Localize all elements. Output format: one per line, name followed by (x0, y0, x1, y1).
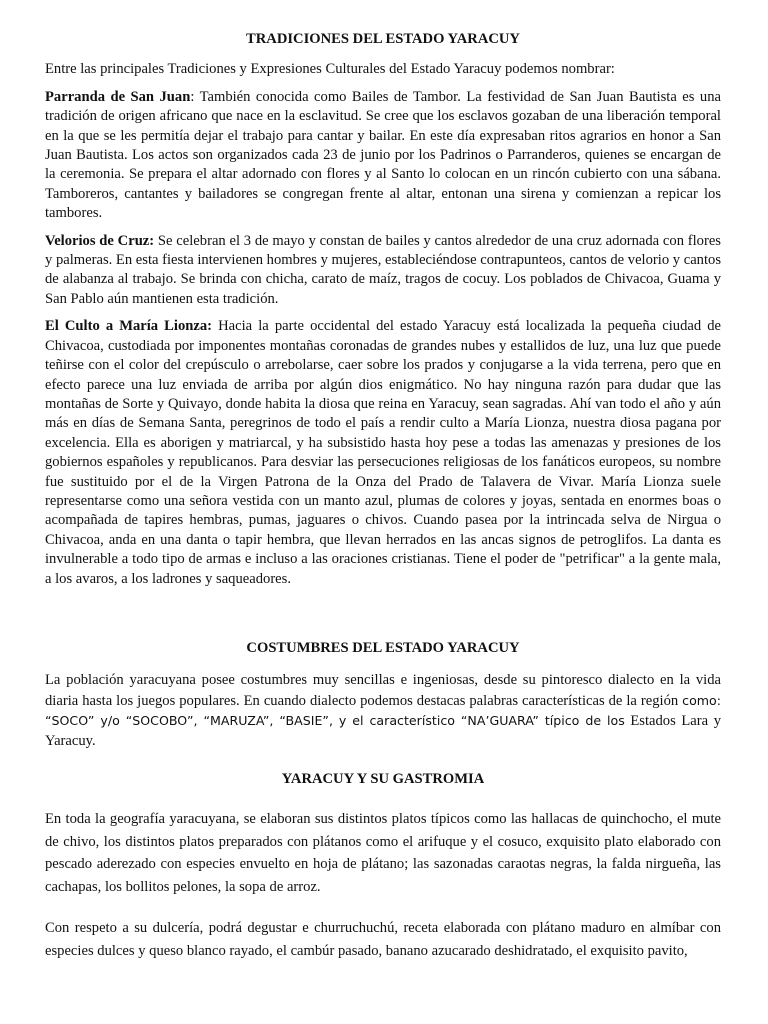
gastro-paragraph-2: Con respeto a su dulcería, podrá degustar e churruchuchú, receta elaborada con plátano maduro en almíbar con especies dulces y queso blanco rayado, el cambúr pasado, banano azucarado deshidratado, el exquisito pavito, (45, 920, 721, 959)
parranda-title: Parranda de San Juan (45, 88, 191, 105)
velorios-text: Se celebran el 3 de mayo y constan de bailes y cantos alrededor de una cruz adornada con flores y palmeras. En esta fiesta intervienen hombres y mujeres, estableciéndose contrapunteos, cantos de velorio y cantos de alabanza al trabajo. Se brinda con chicha, carato de maíz, tragos de cocuy. Los poblados de Chivacoa, Guama y San Pablo aún mantienen esta tradición. (45, 232, 721, 307)
costumbres-end: Estados Lara y Yaracuy. (45, 713, 721, 749)
title-gastronomia: YARACUY Y SU GASTROMIA (281, 771, 485, 787)
culto-text: Hacia la parte occidental del estado Yaracuy está localizada la pequeña ciudad de Chivacoa, custodiada por imponentes montañas coronadas de grandes nubes y estallidos de luz, una luz que puede teñirse con el color del crepúsculo o arrebolarse, caer sobre los prados y conjugarse a la vida terrena, pero que en efecto parece una luz enviada de arriba por algún dios enigmático. No hay ninguna razón para dudar que las montañas de Sorte y Quivayo, donde habita la diosa que reina en Yaracuy, sean sagradas. Ahí van todo el año y aún más en días de Semana Santa, peregrinos de todo el país a rendir culto a María Lionza, nuestra diosa pagana por excelencia. Ella es aborigen y matriarcal, y ha subsistido hasta hoy pese a todas las amenazas y presiones de los gobiernos españoles y republicanos. Para desviar las persecuciones religiosas de los fanáticos europeos, su nombre fue sustituido por el de la Virgen Patrona de la Onza del Prado de Talavera de Vivar. María Lionza suele representarse como una señora vestida con un manto azul, plumas de colores y joyas, sentada en enormes boas o acompañada de tapires hembras, pumas, jaguares o chivos. Cuando pasea por la intrincada selva de Nirgua o Chivacoa, anda en una danta o tapir hembra, que llevan herrados en las ancas signos de petroglifos. La danta es invulnerable a todo tipo de armas e incluso a las oraciones cristianas. Tiene el poder de "petrificar" a la gente mala, a los avaros, a los ladrones y saqueadores. (45, 318, 721, 587)
costumbres-text: La población yaracuyana posee costumbres muy sencillas e ingeniosas, desde su pintoresco dialecto en la vida diaria hasta los juegos populares. En cuando dialecto podemos destacas palabras características de la región (45, 672, 721, 709)
intro-paragraph: Entre las principales Tradiciones y Expresiones Culturales del Estado Yaracuy podemos nombrar: (45, 61, 615, 78)
culto-paragraph (45, 317, 721, 589)
title-tradiciones: TRADICIONES DEL ESTADO YARACUY (246, 31, 520, 47)
costumbres-words: como: “SOCO” y/o “SOCOBO”, “MARUZA”, “BASIE”, y el característico “NA’GUARA” típico de los (45, 692, 721, 729)
title-costumbres: COSTUMBRES DEL ESTADO YARACUY (246, 639, 520, 656)
culto-title: El Culto a María Lionza: (45, 318, 213, 335)
velorios-title: Velorios de Cruz: (45, 232, 155, 249)
section-spacer (45, 597, 721, 639)
velorios-paragraph (45, 232, 721, 310)
parranda-paragraph (45, 88, 721, 224)
parranda-text: : También conocida como Bailes de Tambor. La festividad de San Juan Bautista es una tradición de origen africano que nace en la esclavitud. Se cree que los esclavos gozaban de una liberación temporal en la que se les permitía dejar el trabajo para cantar y bailar. En este día expresaban ritos agrarios en honor a San Juan Bautista. Los actos son organizados cada 23 de junio por los Padrinos o Parranderos, quienes se encargan de la ceremonia. Se prepara el altar adornado con flores y al Santo lo colocan en un rincón cubierto con una sábana. Tamboreros, cantantes y bailadores se congregan frente al altar, entonan una sirena y comienzan a repicar los tambores. (45, 88, 721, 222)
gastro-paragraph-1: En toda la geografía yaracuyana, se elaboran sus distintos platos típicos como las hallacas de quinchocho, el mute de chivo, los distintos platos preparados con plátanos como el arifuque y el cosuco, exquisito plato elaborado con pescado aderezado con especies envuelto en hoja de plátano; las sazonadas caraotas negras, la falda nirgueña, las cachapas, los bollitos pelones, la sopa de arroz. (45, 811, 721, 895)
costumbres-paragraph (45, 671, 721, 751)
document-page (45, 30, 721, 962)
